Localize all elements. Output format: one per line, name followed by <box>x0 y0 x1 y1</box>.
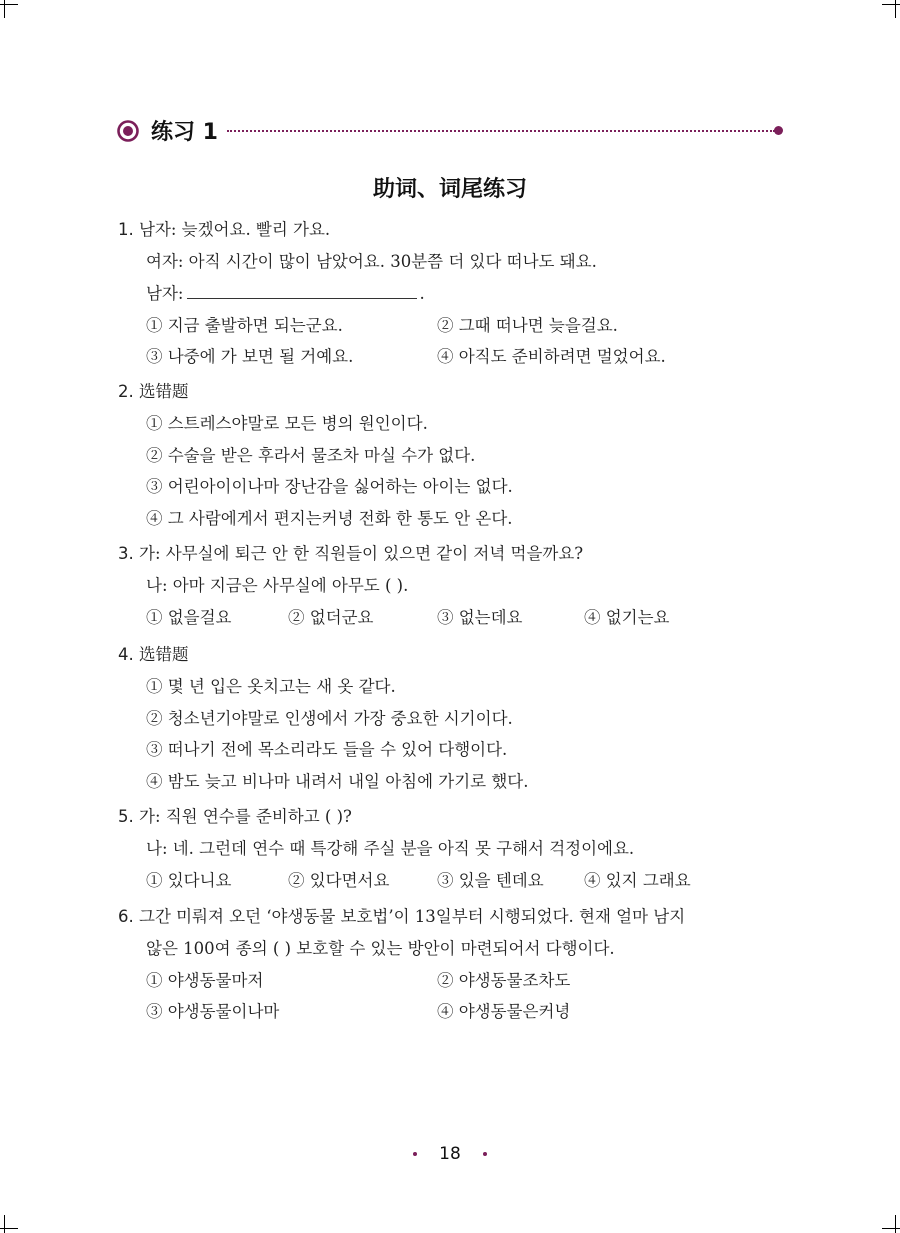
option: ③ 나중에 가 보면 될 거예요. <box>146 347 354 366</box>
option: ④ 야생동물은커녕 <box>437 1002 571 1021</box>
option: ② 수술을 받은 후라서 물조차 마실 수가 없다. <box>146 446 476 465</box>
question-prompt: 选错题 <box>139 382 189 401</box>
question-number: 6. <box>118 907 134 926</box>
option: ③ 어린아이이나마 장난감을 싫어하는 아이는 없다. <box>146 477 513 496</box>
option: ④ 그 사람에게서 편지는커녕 전화 한 통도 안 온다. <box>146 509 513 528</box>
dialogue-line: 남자: <box>146 284 184 303</box>
option: ② 있다면서요 <box>288 871 390 890</box>
option: ② 없더군요 <box>288 608 374 627</box>
option: ① 몇 년 입은 옷치고는 새 옷 같다. <box>146 677 396 696</box>
crop-mark <box>882 4 900 5</box>
dialogue-line: 남자: 늦겠어요. 빨리 가요. <box>139 220 331 239</box>
crop-mark <box>895 1215 896 1233</box>
question-2-line-1 <box>118 378 189 402</box>
target-circle-icon <box>117 120 139 142</box>
crop-mark <box>0 1228 18 1229</box>
question-prompt: 选错题 <box>139 645 189 664</box>
question-number: 3. <box>118 544 134 563</box>
question-1-answer-line <box>146 280 425 304</box>
question-1-line-1 <box>118 216 330 240</box>
dialogue-line: 가: 사무실에 퇴근 안 한 직원들이 있으면 같이 저녁 먹을까요? <box>139 544 584 563</box>
question-text: 않은 100여 종의 ( ) 보호할 수 있는 방안이 마련되어서 다행이다. <box>146 939 615 958</box>
question-3-line-1 <box>118 540 583 564</box>
page-number: 18 <box>439 1144 461 1164</box>
dialogue-line: 나: 네. 그런데 연수 때 특강해 주실 분을 아직 못 구해서 걱정이에요. <box>146 839 635 858</box>
option: ② 청소년기야말로 인생에서 가장 중요한 시기이다. <box>146 709 513 728</box>
exercise-header <box>115 114 785 148</box>
dialogue-line: 가: 직원 연수를 준비하고 ( )? <box>139 807 352 826</box>
option: ③ 떠나기 전에 목소리라도 들을 수 있어 다행이다. <box>146 740 508 759</box>
question-number: 2. <box>118 382 134 401</box>
dialogue-line: 나: 아마 지금은 사무실에 아무도 ( ). <box>146 576 409 595</box>
answer-blank <box>187 297 417 299</box>
crop-mark <box>4 1215 5 1233</box>
crop-mark <box>895 0 896 18</box>
option: ③ 있을 텐데요 <box>437 871 544 890</box>
page-number-footer <box>0 1144 900 1164</box>
blank-end-punctuation: . <box>419 284 425 303</box>
section-title: 助词、词尾练习 <box>372 177 527 202</box>
question-5-line-1 <box>118 803 352 827</box>
question-number: 4. <box>118 645 134 664</box>
question-text: 그간 미뤄져 오던 ‘야생동물 보호법’이 13일부터 시행되었다. 현재 얼마 남지 <box>139 907 686 926</box>
option: ③ 야생동물이나마 <box>146 1002 280 1021</box>
option: ① 야생동물마저 <box>146 971 264 990</box>
option: ① 지금 출발하면 되는군요. <box>146 316 343 335</box>
option: ① 스트레스야말로 모든 병의 원인이다. <box>146 414 428 433</box>
option: ② 그때 떠나면 늦을걸요. <box>437 316 618 335</box>
question-number: 1. <box>118 220 134 239</box>
option: ④ 아직도 준비하려면 멀었어요. <box>437 347 666 366</box>
dotted-rule <box>227 130 775 132</box>
exercise-title: 练习 1 <box>151 120 218 145</box>
option: ② 야생동물조차도 <box>437 971 571 990</box>
question-number: 5. <box>118 807 134 826</box>
dialogue-line: 여자: 아직 시간이 많이 남았어요. 30분쯤 더 있다 떠나도 돼요. <box>146 252 597 271</box>
option: ④ 밤도 늦고 비나마 내려서 내일 아침에 가기로 했다. <box>146 772 529 791</box>
page-dot <box>413 1152 417 1156</box>
crop-mark <box>4 0 5 18</box>
option: ④ 없기는요 <box>584 608 670 627</box>
question-4-line-1 <box>118 641 189 665</box>
page-dot <box>483 1152 487 1156</box>
option: ① 있다니요 <box>146 871 232 890</box>
crop-mark <box>882 1228 900 1229</box>
option: ③ 없는데요 <box>437 608 523 627</box>
crop-mark <box>0 4 18 5</box>
question-6-line-1 <box>118 903 685 927</box>
option: ④ 있지 그래요 <box>584 871 691 890</box>
option: ① 없을걸요 <box>146 608 232 627</box>
rule-end-dot <box>774 126 783 135</box>
